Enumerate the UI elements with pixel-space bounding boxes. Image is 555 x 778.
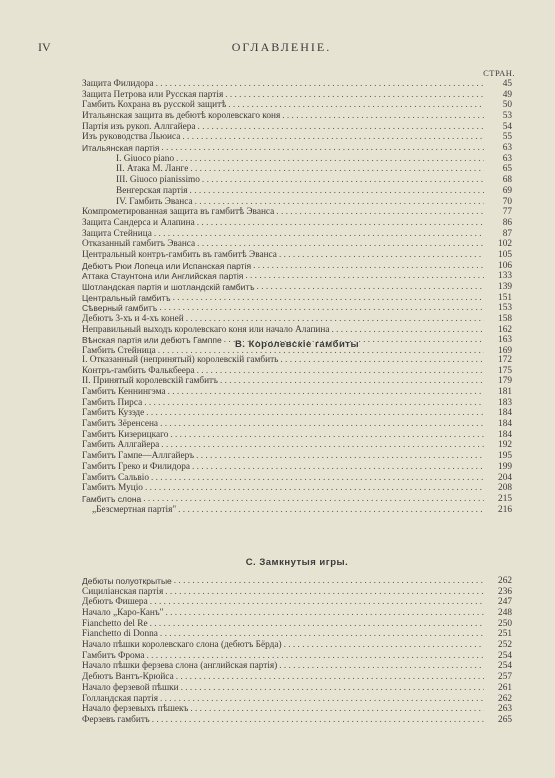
dot-leader xyxy=(160,694,484,705)
dot-leader xyxy=(197,366,484,377)
dot-leader xyxy=(144,398,484,409)
section-heading-b: B. Королевскіе гамбиты xyxy=(234,339,360,350)
dot-leader xyxy=(160,629,484,640)
dot-leader xyxy=(181,683,484,694)
toc-entry xyxy=(82,303,512,314)
toc-entry xyxy=(82,398,512,409)
dot-leader xyxy=(152,715,484,726)
dot-leader xyxy=(173,293,484,304)
toc-entry xyxy=(82,122,512,133)
toc-entry xyxy=(82,143,512,154)
toc-entry-page: 257 xyxy=(498,672,512,683)
toc-entry-page: 153 xyxy=(498,303,512,314)
toc-entry-title: Гамбитъ Кеннингэма xyxy=(82,387,166,398)
toc-entry-page: 102 xyxy=(498,239,512,250)
dot-leader xyxy=(145,483,484,494)
toc-entry-page: 54 xyxy=(502,121,512,132)
toc-entry-page: 204 xyxy=(498,472,512,483)
toc-entry-page: 192 xyxy=(498,440,512,451)
toc-entry-page: 50 xyxy=(502,100,512,111)
toc-entry xyxy=(82,715,512,726)
toc-entry-page: 63 xyxy=(502,143,512,154)
dot-leader xyxy=(280,355,484,366)
dot-leader xyxy=(228,100,484,111)
dot-leader xyxy=(202,175,484,186)
toc-entry-page: 162 xyxy=(498,324,512,335)
dot-leader xyxy=(182,132,484,143)
toc-entry xyxy=(82,683,512,694)
dot-leader xyxy=(279,250,484,261)
toc-entry xyxy=(82,640,512,651)
toc-entry xyxy=(82,662,512,673)
dot-leader xyxy=(279,661,484,672)
dot-leader xyxy=(190,164,484,175)
dot-leader xyxy=(198,122,484,133)
toc-entry-page: 158 xyxy=(498,314,512,325)
toc-entry xyxy=(82,419,512,430)
toc-entry xyxy=(82,186,512,197)
toc-entry-page: 106 xyxy=(498,260,512,271)
toc-entry-page: 55 xyxy=(502,132,512,143)
toc-entry xyxy=(82,218,512,229)
toc-entry-page: 53 xyxy=(502,111,512,122)
toc-entry-title: Гамбитъ слона xyxy=(82,493,142,504)
toc-entry-title: Дебютъ Фишера xyxy=(82,597,148,608)
toc-entry-title: Защита Филидора xyxy=(82,78,154,89)
dot-leader xyxy=(195,197,484,208)
toc-entry-title: IV. Гамбить Эванса xyxy=(116,196,193,207)
toc-entry-title: II. Атака М. Ланге xyxy=(116,164,189,175)
toc-entry xyxy=(82,597,512,608)
toc-entry-title: Дебюты полуоткрытые xyxy=(82,575,172,586)
toc-entry-page: 262 xyxy=(498,575,512,586)
toc-entry xyxy=(82,441,512,452)
toc-entry xyxy=(82,111,512,122)
toc-entry-title: Начало ферзевой пѣшки xyxy=(82,682,179,693)
toc-entry xyxy=(82,79,512,90)
toc-entry xyxy=(82,100,512,111)
toc-entry-page: 263 xyxy=(498,704,512,715)
toc-entry-title: Начало „Каро-Канъ" xyxy=(82,608,164,619)
toc-entry xyxy=(82,451,512,462)
toc-entry-page: 248 xyxy=(498,608,512,619)
toc-entry xyxy=(82,175,512,186)
toc-entry xyxy=(82,462,512,473)
toc-entry-title: Начало ферзевыхъ пѣшекъ xyxy=(82,704,189,715)
toc-entry-page: 254 xyxy=(498,650,512,661)
toc-entry xyxy=(82,483,512,494)
dot-leader xyxy=(276,207,484,218)
toc-entry xyxy=(82,408,512,419)
toc-entry xyxy=(82,282,512,293)
toc-entry xyxy=(82,239,512,250)
toc-entry xyxy=(82,165,512,176)
toc-entry-page: 133 xyxy=(498,271,512,282)
dot-leader xyxy=(150,619,484,630)
toc-entry xyxy=(82,261,512,272)
page-column-label: СТРАН. xyxy=(483,68,515,78)
toc-entry-page: 251 xyxy=(498,629,512,640)
toc-entry xyxy=(82,694,512,705)
toc-entry xyxy=(82,651,512,662)
toc-entry xyxy=(82,355,512,366)
toc-entry-title: Гамбитъ Сальвіо xyxy=(82,472,149,483)
toc-entry xyxy=(82,608,512,619)
toc-entry xyxy=(82,473,512,484)
toc-entry xyxy=(82,576,512,587)
toc-entry-title: Аттака Стаунтона или Английская партія xyxy=(82,271,244,282)
toc-entry-title: Итальянская защита въ дебютѣ королевскаго коня xyxy=(82,111,281,122)
toc-entry xyxy=(82,672,512,683)
toc-entry-page: 216 xyxy=(498,504,512,515)
dot-leader xyxy=(282,111,484,122)
toc-entry-page: 49 xyxy=(502,89,512,100)
toc-entry-page: 179 xyxy=(498,376,512,387)
dot-leader xyxy=(178,505,484,516)
toc-entry-title: Гамбитъ Кизерицкаго xyxy=(82,429,169,440)
dot-leader xyxy=(165,587,484,598)
toc-entry-title: Сицилiанская партія xyxy=(82,586,164,597)
dot-leader xyxy=(197,239,484,250)
toc-entry-page: 265 xyxy=(498,714,512,725)
toc-entry-page: 69 xyxy=(502,185,512,196)
toc-entry xyxy=(82,587,512,598)
toc-entry-page: 169 xyxy=(498,346,512,357)
toc-entry-title: Шотландская партія и шотландскій гамбитъ xyxy=(82,282,255,293)
toc-entry-title: „Безсмертная партія" xyxy=(92,504,177,515)
dot-leader xyxy=(257,282,484,293)
toc-entry-title: Центральный гамбитъ xyxy=(82,292,171,303)
toc-entry-page: 45 xyxy=(502,78,512,89)
toc-part-c xyxy=(82,576,512,726)
toc-entry-title: I. Giuoco piano xyxy=(116,153,175,164)
toc-part-a xyxy=(82,79,512,357)
dot-leader xyxy=(225,90,484,101)
toc-entry-title: Отказанный гамбитъ Эванса xyxy=(82,239,196,250)
toc-entry xyxy=(82,494,512,505)
toc-entry-page: 175 xyxy=(498,365,512,376)
dot-leader xyxy=(284,640,484,651)
toc-entry-page: 195 xyxy=(498,451,512,462)
dot-leader xyxy=(245,271,484,282)
section-heading-c: C. Замкнутыя игры. xyxy=(245,557,349,568)
toc-entry-title: Fianchetto del Re xyxy=(82,618,148,629)
toc-entry xyxy=(82,132,512,143)
toc-entry xyxy=(82,197,512,208)
dot-leader xyxy=(176,154,484,165)
dot-leader xyxy=(165,608,484,619)
toc-entry-title: Голландская партія xyxy=(82,693,158,704)
dot-leader xyxy=(146,651,484,662)
dot-leader xyxy=(332,325,485,336)
toc-entry-page: 77 xyxy=(502,207,512,218)
dot-leader xyxy=(192,462,484,473)
toc-entry-title: Гамбить Аллгайера xyxy=(82,440,160,451)
dot-leader xyxy=(159,303,484,314)
dot-leader xyxy=(197,218,484,229)
dot-leader xyxy=(253,261,484,272)
toc-entry-title: Контръ-гамбить Фалькбеера xyxy=(82,365,195,376)
toc-entry-title: Гамбить Кохрана въ русской защитѣ xyxy=(82,100,227,111)
toc-entry-page: 261 xyxy=(498,682,512,693)
toc-entry xyxy=(82,293,512,304)
toc-entry-title: I. Отказанный (непринятый) королевскій гамбить xyxy=(82,354,279,365)
toc-entry-title: Дебютъ Рюи Лопеца или Испанская партія xyxy=(82,260,252,271)
toc-entry-title: Изъ руководства Льюиса xyxy=(82,132,181,143)
dot-leader xyxy=(168,387,484,398)
toc-entry-title: II. Принятый королевскій гамбитъ xyxy=(82,376,218,387)
toc-entry-title: Гамбитъ Зёренсена xyxy=(82,419,159,430)
toc-entry-page: 184 xyxy=(498,419,512,430)
toc-entry-title: Защита Петрова или Русская партія xyxy=(82,89,224,100)
dot-leader xyxy=(161,440,484,451)
dot-leader xyxy=(190,704,484,715)
dot-leader xyxy=(186,314,484,325)
toc-entry xyxy=(82,90,512,101)
toc-entry xyxy=(82,704,512,715)
toc-entry xyxy=(82,154,512,165)
toc-entry-page: 139 xyxy=(498,282,512,293)
toc-entry xyxy=(82,207,512,218)
toc-entry xyxy=(82,376,512,387)
toc-entry-page: 105 xyxy=(498,249,512,260)
toc-entry-title: Начало пѣшки королевскаго слона (дебютъ Бёрда) xyxy=(82,640,282,651)
page-header xyxy=(38,40,525,58)
toc-entry-page: 254 xyxy=(498,661,512,672)
dot-leader xyxy=(156,79,484,90)
toc-entry-page: 70 xyxy=(502,196,512,207)
toc-entry-page: 199 xyxy=(498,461,512,472)
toc-entry-page: 250 xyxy=(498,618,512,629)
toc-entry-title: III. Giuoco pianissimo xyxy=(116,175,200,186)
toc-entry xyxy=(82,430,512,441)
page-number: IV xyxy=(38,40,51,54)
dot-leader xyxy=(176,672,484,683)
dot-leader xyxy=(190,186,484,197)
toc-entry-title: Гамбить Пирса xyxy=(82,397,143,408)
dot-leader xyxy=(151,473,484,484)
toc-entry-page: 184 xyxy=(498,429,512,440)
dot-leader xyxy=(154,229,484,240)
toc-entry-page: 163 xyxy=(498,335,512,346)
dot-leader xyxy=(196,451,484,462)
toc-entry-page: 183 xyxy=(498,397,512,408)
toc-entry-title: Центральный контръ-гамбить въ гамбитѣ Эванса xyxy=(82,249,277,260)
toc-entry xyxy=(82,271,512,282)
toc-entry-title: Гамбитъ Муціо xyxy=(82,483,143,494)
toc-entry-title: Гамбить Стейница xyxy=(82,346,156,357)
toc-entry-page: 68 xyxy=(502,175,512,186)
toc-entry-title: Итальянская партія xyxy=(82,143,160,154)
toc-entry-page: 252 xyxy=(498,640,512,651)
toc-entry-page: 215 xyxy=(498,493,512,504)
toc-entry-title: Гамбитъ Фрома xyxy=(82,650,145,661)
toc-entry-title: Компрометированная защита въ гамбитѣ Эванса xyxy=(82,207,275,218)
toc-entry-title: Fianchetto di Donna xyxy=(82,629,158,640)
toc-entry-title: Защита Сандерса и Алапина xyxy=(82,217,195,228)
toc-entry-page: 181 xyxy=(498,387,512,398)
toc-entry-page: 236 xyxy=(498,586,512,597)
toc-entry-title: Защита Стейница xyxy=(82,228,152,239)
toc-entry xyxy=(82,366,512,377)
dot-leader xyxy=(220,376,484,387)
toc-entry-page: 184 xyxy=(498,408,512,419)
toc-entry-title: Партія изъ рукоп. Аллгайера xyxy=(82,121,196,132)
toc-entry-page: 65 xyxy=(502,164,512,175)
toc-entry-title: Неправильный выходъ королевскаго коня или начало Алапина xyxy=(82,324,330,335)
toc-entry xyxy=(82,229,512,240)
toc-entry-page: 262 xyxy=(498,693,512,704)
running-head: ОГЛАВЛЕНІЕ. xyxy=(231,40,332,54)
toc-entry-title: Венгерская партія xyxy=(116,185,188,196)
toc-entry-title: Дебютъ Вантъ-Крюйса xyxy=(82,672,174,683)
toc-entry-title: Вѣнская партія или дебютъ Гамппе xyxy=(82,335,222,346)
toc-entry-page: 87 xyxy=(502,228,512,239)
dot-leader xyxy=(170,430,484,441)
toc-entry-title: Начало пѣшки ферзева слона (английская партія) xyxy=(82,661,278,672)
toc-entry xyxy=(82,619,512,630)
toc-entry-page: 86 xyxy=(502,217,512,228)
dot-leader xyxy=(161,143,484,154)
dot-leader xyxy=(150,597,484,608)
toc-part-b xyxy=(82,355,512,515)
toc-entry-title: Гамбитъ Гампе—Аллгайеръ xyxy=(82,451,195,462)
toc-entry-page: 151 xyxy=(498,292,512,303)
dot-leader xyxy=(174,576,484,587)
toc-entry-page: 172 xyxy=(498,354,512,365)
toc-entry-title: Гамбитъ Греко и Филидора xyxy=(82,461,191,472)
dot-leader xyxy=(143,494,484,505)
toc-entry xyxy=(82,325,512,336)
toc-entry xyxy=(82,250,512,261)
toc-entry xyxy=(82,314,512,325)
toc-entry xyxy=(82,387,512,398)
toc-entry-page: 63 xyxy=(502,153,512,164)
toc-entry-title: Дебютъ 3-хъ и 4-хъ коней xyxy=(82,314,184,325)
toc-entry xyxy=(82,629,512,640)
toc-entry-title: Сѣверный гамбитъ xyxy=(82,303,158,314)
toc-entry-page: 208 xyxy=(498,483,512,494)
toc-entry-title: Гамбитъ Кузэде xyxy=(82,408,145,419)
toc-entry-title: Ферзевъ гамбитъ xyxy=(82,714,150,725)
dot-leader xyxy=(146,408,484,419)
dot-leader xyxy=(160,419,484,430)
toc-entry-page: 247 xyxy=(498,597,512,608)
toc-entry xyxy=(82,505,512,516)
